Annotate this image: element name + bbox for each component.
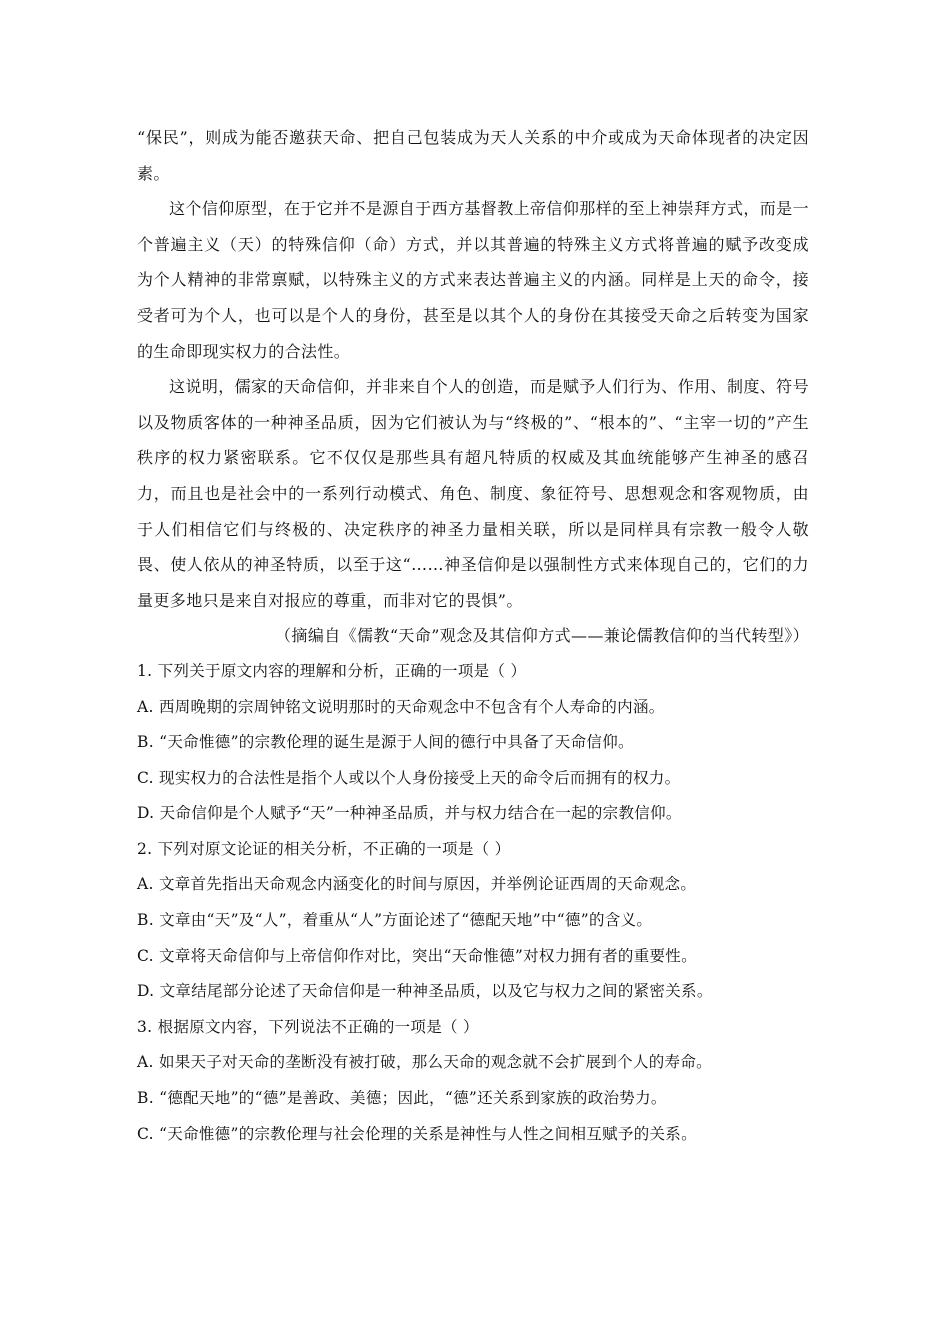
question-stem: 2. 下列对原文论证的相关分析，不正确的一项是（ ） [137, 839, 511, 858]
answer-option: C. 文章将天命信仰与上帝信仰作对比，突出“天命惟德”对权力拥有者的重要性。 [137, 946, 697, 965]
answer-option: A. 如果天子对天命的垄断没有被打破，那么天命的观念就不会扩展到个人的寿命。 [137, 1053, 712, 1072]
answer-option: B. “天命惟德”的宗教伦理的诞生是源于人间的德行中具备了天命信仰。 [137, 733, 634, 752]
answer-option: B. 文章由“天”及“人”，着重从“人”方面论述了“德配天地”中“德”的含义。 [137, 911, 653, 930]
question-stem: 1. 下列关于原文内容的理解和分析，正确的一项是（ ） [137, 661, 527, 680]
passage-paragraph: 这说明，儒家的天命信仰，并非来自个人的创造，而是赋予人们行为、作用、制度、符号以及物质客体的一种神圣品质，因为它们被认为与“终极的”、“根本的”、“主宰一切的”产生秩序的权力紧密联系。它不仅仅是那些具有超凡特质的权威及其血统能够产生神圣的感召力，而且也是社会中的一系列行动模式、角色、制度、象征符号、思想观念和客观物质，由于人们相信它们与终极的、决定秩序的神圣力量相关联，所以是同样具有宗教一般令人敬畏、使人依从的神圣特质，以至于这“……神圣信仰是以强制性方式来体现自己的，它们的力量更多地只是来自对报应的尊重，而非对它的畏惧”。 [137, 377, 809, 610]
passage-paragraph: 这个信仰原型，在于它并不是源自于西方基督教上帝信仰那样的至上神崇拜方式，而是一个普遍主义（天）的特殊信仰（命）方式，并以其普遍的特殊主义方式将普遍的赋予改变成为个人精神的非常禀赋，以特殊主义的方式来表达普遍主义的内涵。同样是上天的命令，接受者可为个人，也可以是个人的身份，甚至是以其个人的身份在其接受天命之后转变为国家的生命即现实权力的合法性。 [137, 199, 809, 361]
answer-option: A. 文章首先指出天命观念内涵变化的时间与原因，并举例论证西周的天命观念。 [137, 875, 697, 894]
document-page [137, 120, 809, 1152]
answer-option: D. 文章结尾部分论述了天命信仰是一种神圣品质，以及它与权力之间的紧密关系。 [137, 982, 713, 1001]
passage-source: （摘编自《儒教“天命”观念及其信仰方式——兼论儒教信仰的当代转型》） [275, 626, 809, 646]
answer-option: C. 现实权力的合法性是指个人或以个人身份接受上天的命令后而拥有的权力。 [137, 768, 681, 787]
question-list [137, 654, 809, 1152]
passage-paragraph: “保民”，则成为能否邀获天命、把自己包装成为天人关系的中介或成为天命体现者的决定因素。 [137, 128, 809, 183]
answer-option: D. 天命信仰是个人赋予“天”一种神圣品质，并与权力结合在一起的宗教信仰。 [137, 804, 682, 823]
answer-option: A. 西周晚期的宗周钟铭文说明那时的天命观念中不包含有个人寿命的内涵。 [137, 697, 665, 716]
answer-option: C. “天命惟德”的宗教伦理与社会伦理的关系是神性与人性之间相互赋予的关系。 [137, 1124, 697, 1143]
answer-option: B. “德配天地”的“德”是善政、美德；因此，“德”还关系到家族的政治势力。 [137, 1089, 667, 1108]
question-stem: 3. 根据原文内容，下列说法不正确的一项是（ ） [137, 1017, 479, 1036]
